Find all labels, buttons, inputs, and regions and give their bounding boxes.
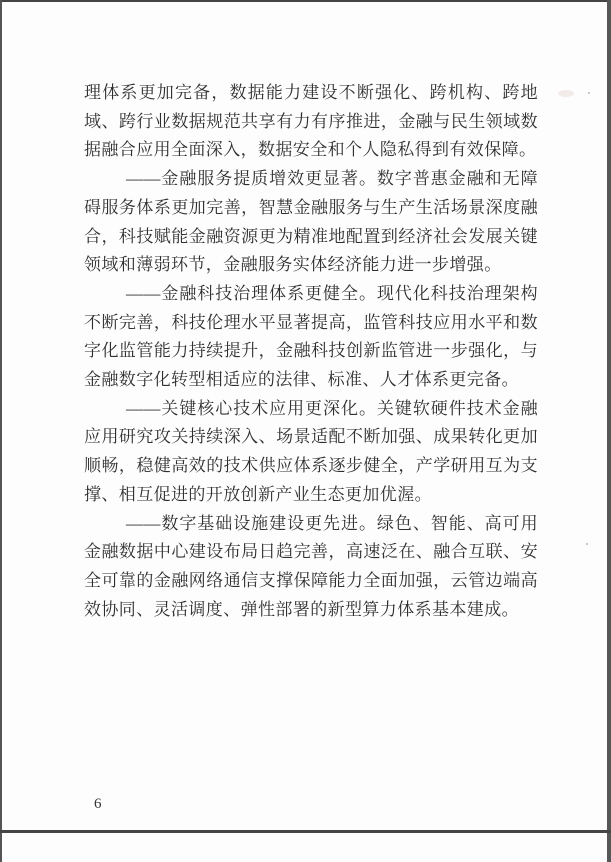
body-paragraph: 理体系更加完备，数据能力建设不断强化、跨机构、跨地域、跨行业数据规范共享有力有序推进，金融与民生领域数据融合应用全面深入，数据安全和个人隐私得到有效保障。: [84, 83, 538, 160]
scan-edge-right: [607, 0, 611, 862]
scan-smudge: [558, 90, 574, 97]
body-paragraph: ——金融服务提质增效更显著。数字普惠金融和无障碍服务体系更加完善，智慧金融服务与生产生活场景深度融合，科技赋能金融资源更为精准地配置到经济社会发展关键领域和薄弱环节，金融服务实体经济能力进一步增强。: [84, 169, 538, 275]
scan-edge-top: [0, 0, 611, 2]
page-number: 6: [94, 796, 102, 812]
scan-edge-left: [0, 0, 2, 862]
scan-speck: [586, 543, 588, 545]
page-body-text: [84, 79, 538, 624]
scan-edge-bottom: [0, 830, 611, 833]
scan-speck: [588, 92, 590, 94]
body-paragraph: ——数字基础设施建设更先进。绿色、智能、高可用金融数据中心建设布局日趋完善，高速泛在、融合互联、安全可靠的金融网络通信支撑保障能力全面加强，云管边端高效协同、灵活调度、弹性部署的新型算力体系基本建成。: [84, 513, 538, 619]
body-paragraph: ——关键核心技术应用更深化。关键软硬件技术金融应用研究攻关持续深入、场景适配不断加强、成果转化更加顺畅，稳健高效的技术供应体系逐步健全，产学研用互为支撑、相互促进的开放创新产业生态更加优渥。: [84, 398, 538, 504]
body-paragraph: ——金融科技治理体系更健全。现代化科技治理架构不断完善，科技伦理水平显著提高，监管科技应用水平和数字化监管能力持续提升，金融科技创新监管进一步强化，与金融数字化转型相适应的法律、标准、人才体系更完备。: [84, 283, 538, 390]
